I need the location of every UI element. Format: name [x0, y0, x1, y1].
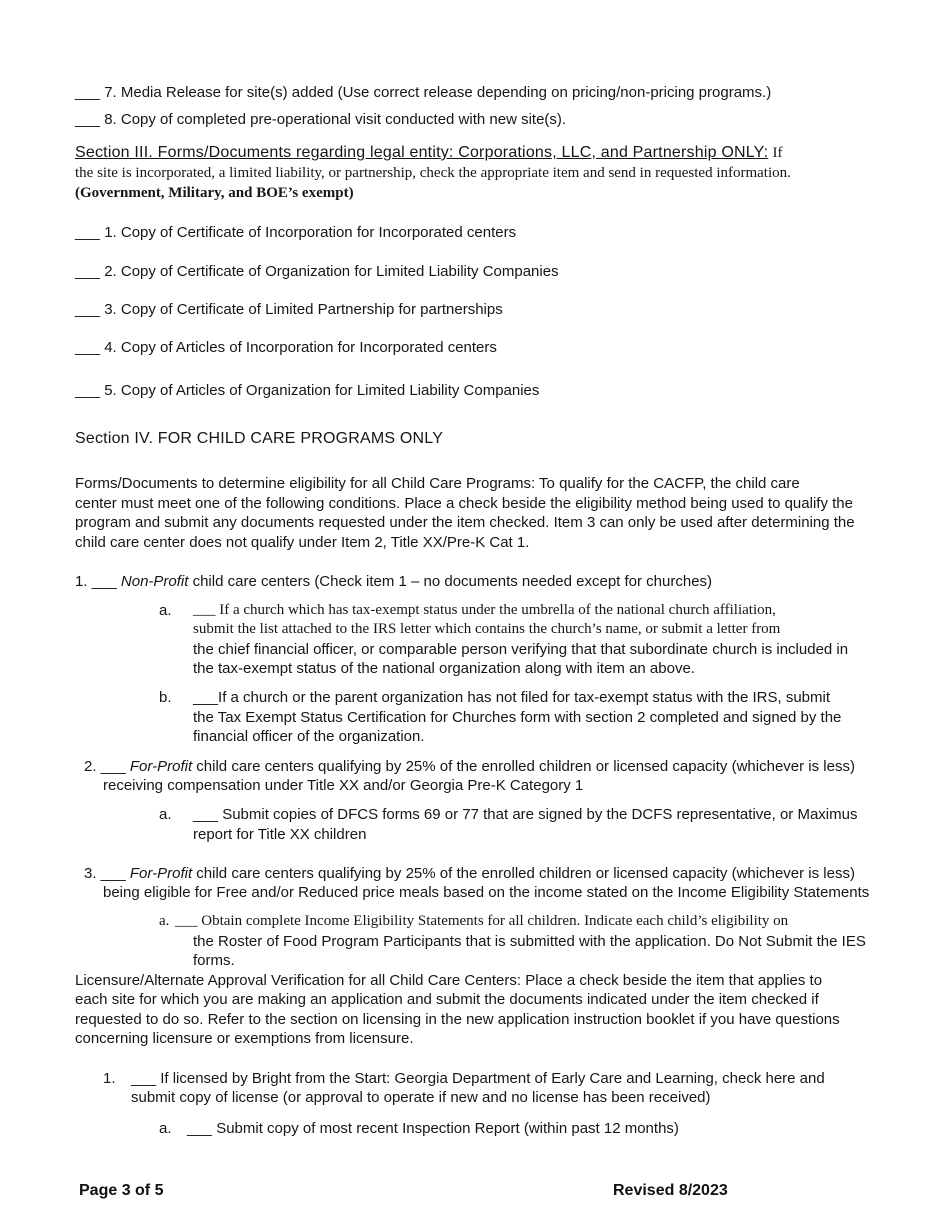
condition-2-type: For-Profit — [129, 758, 193, 775]
section-3-heading-line — [75, 143, 782, 164]
license-item-1a: ___ Submit copy of most recent Inspection Report (within past 12 months) — [187, 1120, 679, 1137]
condition-1-type: Non-Profit — [120, 573, 189, 590]
licensure-para-line-1: Licensure/Alternate Approval Verification for all Child Care Centers: Place a check beside the item that applies to — [75, 972, 823, 989]
condition-1b-line-1: ___If a church or the parent organization has not filed for tax-exempt status with the IRS, submit — [193, 689, 831, 706]
condition-3a-line-2: the Roster of Food Program Participants that is submitted with the application. Do Not Submit the IES — [193, 933, 866, 950]
section-3-item-5: ___ 5. Copy of Articles of Organization for Limited Liability Companies — [75, 382, 540, 399]
section-3-exempt-note: (Government, Military, and BOE’s exempt) — [75, 185, 354, 201]
condition-3-type: For-Profit — [129, 865, 193, 882]
condition-1b-line-2: the Tax Exempt Status Certification for Churches form with section 2 completed and signed by the — [193, 709, 842, 726]
condition-3a-line-1: ___ Obtain complete Income Eligibility Statements for all children. Indicate each child’s eligibility on — [175, 913, 789, 929]
licensure-para-line-2: each site for which you are making an application and submit the documents indicated under the item checked if — [75, 991, 819, 1008]
condition-3-prefix: 3. ___ — [84, 865, 126, 882]
revision-date: Revised 8/2023 — [613, 1182, 728, 1199]
section-4-title: Section IV. FOR CHILD CARE PROGRAMS ONLY — [75, 430, 444, 447]
condition-1-prefix: 1. ___ — [75, 573, 117, 590]
eligibility-para-line-4: child care center does not qualify under Item 2, Title XX/Pre-K Cat 1. — [75, 534, 530, 551]
condition-2-line-2: receiving compensation under Title XX and/or Georgia Pre-K Category 1 — [103, 777, 584, 794]
section-3-intro: the site is incorporated, a limited liability, or partnership, check the appropriate item and send in requested information. — [75, 165, 791, 181]
condition-2-prefix: 2. ___ — [84, 758, 126, 775]
license-item-1-line-1: ___ If licensed by Bright from the Start: Georgia Department of Early Care and Learning, check here and — [131, 1070, 825, 1087]
licensure-para-line-3: requested to do so. Refer to the section on licensing in the new application instruction booklet if you have questions — [75, 1011, 840, 1028]
section-3-item-2: ___ 2. Copy of Certificate of Organization for Limited Liability Companies — [75, 263, 559, 280]
condition-2a-line-1: ___ Submit copies of DFCS forms 69 or 77 that are signed by the DCFS representative, or Maximus — [193, 806, 858, 823]
condition-1a-line-1: ___ If a church which has tax-exempt status under the umbrella of the national church affiliation, — [193, 602, 776, 618]
section-3-item-3: ___ 3. Copy of Certificate of Limited Partnership for partnerships — [75, 301, 503, 318]
license-item-1a-label: a. — [159, 1120, 172, 1137]
condition-3 — [84, 864, 855, 884]
condition-3a-line-3: forms. — [193, 952, 235, 969]
condition-1a-line-3: the chief financial officer, or comparable person verifying that that subordinate church is included in — [193, 641, 849, 658]
condition-2 — [84, 757, 855, 777]
page-number: Page 3 of 5 — [79, 1182, 164, 1199]
license-item-1-line-2: submit copy of license (or approval to operate if new and no license has been received) — [131, 1089, 711, 1106]
condition-2a-label: a. — [159, 806, 172, 823]
section-3-title: Section III. Forms/Documents regarding legal entity: Corporations, LLC, and Partnership ONLY: — [75, 144, 769, 161]
condition-2a-line-2: report for Title XX children — [193, 826, 367, 843]
condition-1a-label: a. — [159, 602, 172, 619]
item-8-pre-operational-visit: ___ 8. Copy of completed pre-operational visit conducted with new site(s). — [75, 111, 567, 128]
condition-3-line-2: being eligible for Free and/or Reduced price meals based on the income stated on the Income Eligibility Statements — [103, 884, 870, 901]
item-7-media-release: ___ 7. Media Release for site(s) added (Use correct release depending on pricing/non-pricing programs.) — [75, 84, 772, 101]
condition-1b-label: b. — [159, 689, 172, 706]
section-3-item-4: ___ 4. Copy of Articles of Incorporation for Incorporated centers — [75, 339, 497, 356]
condition-1-text: child care centers (Check item 1 – no documents needed except for churches) — [192, 573, 713, 590]
section-3-intro-start: If — [772, 145, 783, 161]
section-3-item-1: ___ 1. Copy of Certificate of Incorporation for Incorporated centers — [75, 224, 517, 241]
condition-3a-label: a. — [159, 913, 170, 929]
condition-2-text: child care centers qualifying by 25% of the enrolled children or licensed capacity (whichever is less) — [196, 758, 855, 775]
eligibility-para-line-1: Forms/Documents to determine eligibility for all Child Care Programs: To qualify for the CACFP, the child care — [75, 475, 800, 492]
condition-1a-line-2: submit the list attached to the IRS letter which contains the church’s name, or submit a letter from — [193, 621, 781, 637]
condition-1 — [75, 572, 712, 592]
eligibility-para-line-2: center must meet one of the following conditions. Place a check beside the eligibility method being used to qualify the — [75, 495, 853, 512]
condition-1a-line-4: the tax-exempt status of the national organization along with item an above. — [193, 660, 695, 677]
condition-1b-line-3: financial officer of the organization. — [193, 728, 425, 745]
condition-3-text: child care centers qualifying by 25% of the enrolled children or licensed capacity (whichever is less) — [196, 865, 855, 882]
eligibility-para-line-3: program and submit any documents requested under the item checked. Item 3 can only be used after determining the — [75, 514, 855, 531]
licensure-para-line-4: concerning licensure or exemptions from licensure. — [75, 1030, 414, 1047]
license-item-1-label: 1. — [103, 1070, 116, 1087]
